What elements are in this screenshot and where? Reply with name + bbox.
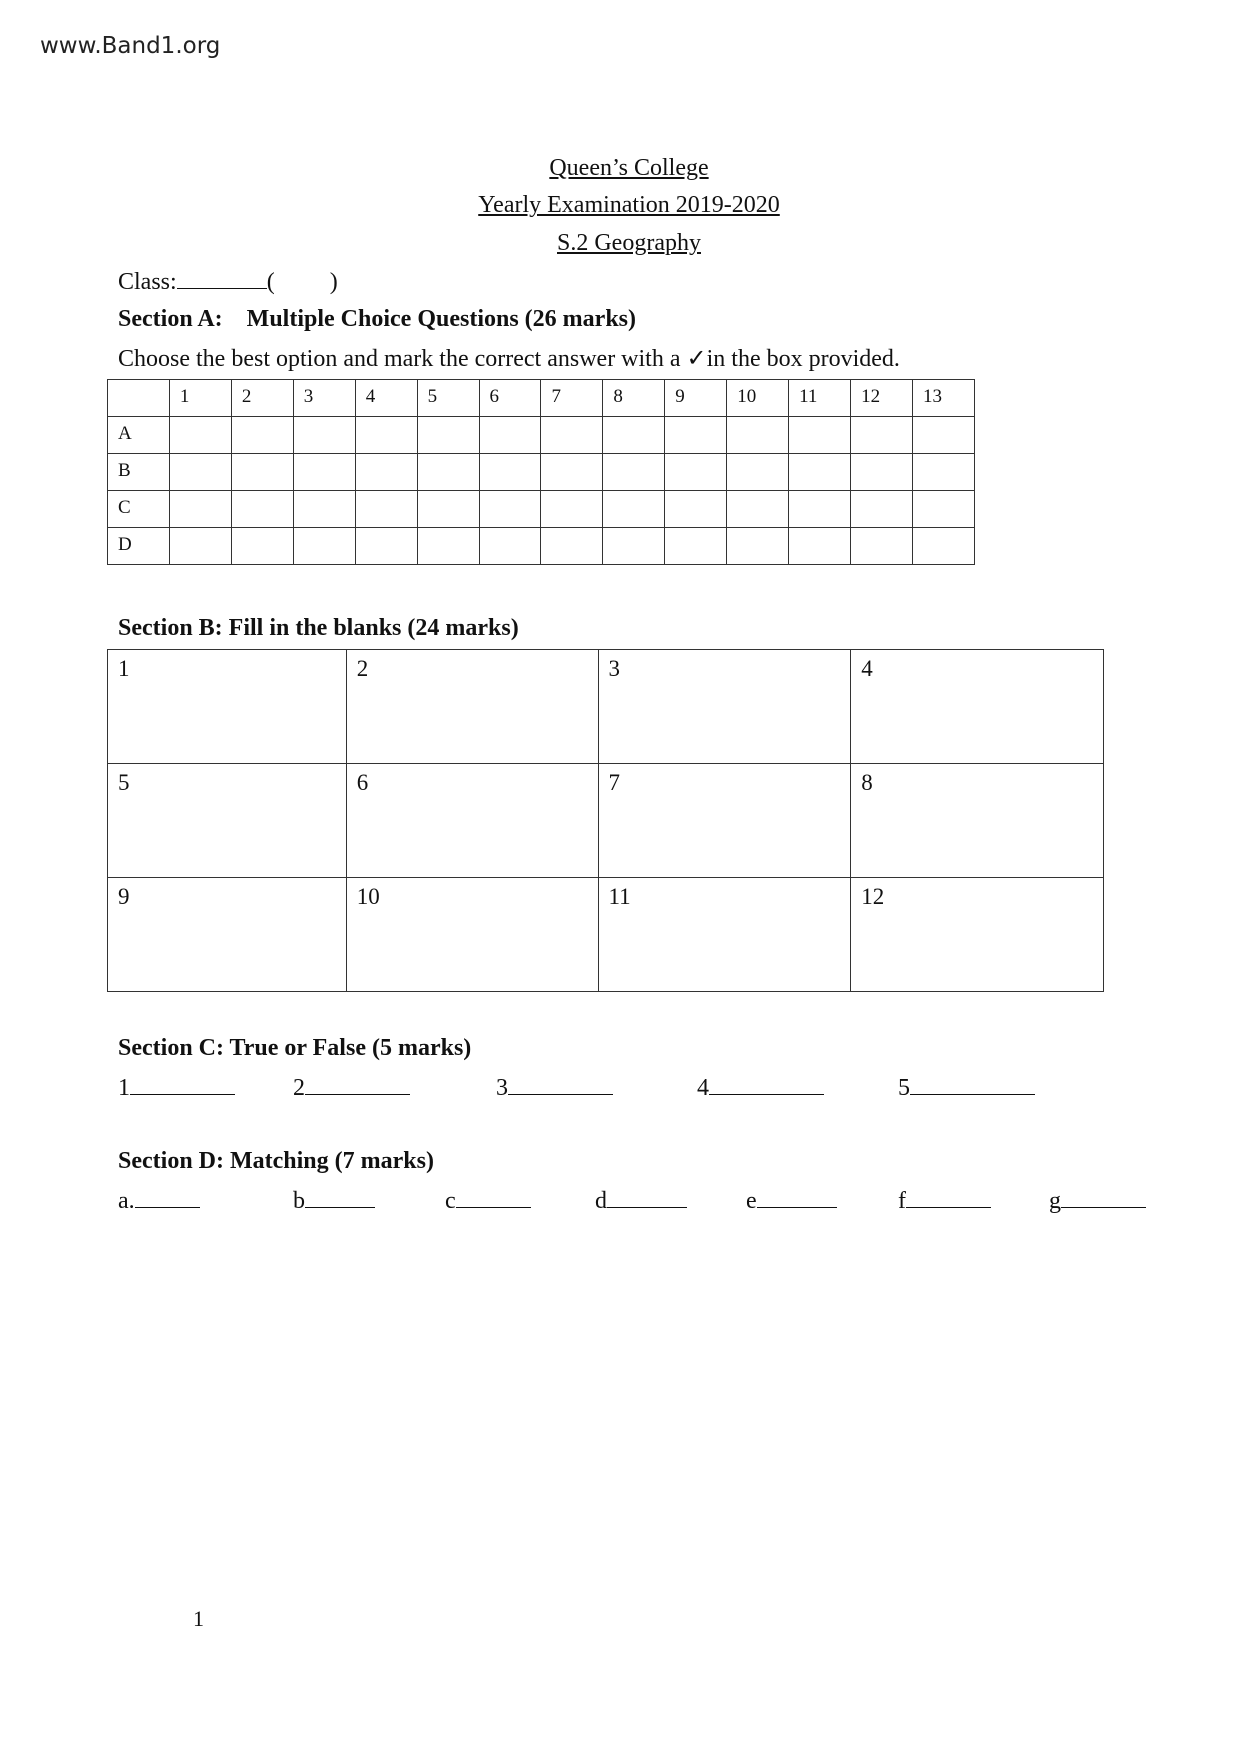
matching-answer: [293, 1187, 375, 1215]
tf-blank[interactable]: [910, 1074, 1035, 1095]
answer-box[interactable]: [665, 491, 727, 528]
question-number: 3: [293, 380, 355, 417]
blank-answer-cell[interactable]: [108, 878, 347, 992]
matching-letter: g: [1049, 1188, 1061, 1214]
answer-box[interactable]: [665, 528, 727, 565]
blank-number: 8: [861, 770, 873, 795]
answer-box[interactable]: [789, 528, 851, 565]
answer-box[interactable]: [912, 417, 974, 454]
answer-box[interactable]: [789, 417, 851, 454]
class-line: [118, 268, 338, 296]
answer-box[interactable]: [603, 417, 665, 454]
matching-blank[interactable]: [757, 1187, 837, 1208]
blank-answer-cell[interactable]: [346, 878, 598, 992]
answer-box[interactable]: [912, 528, 974, 565]
answer-box[interactable]: [851, 491, 913, 528]
tf-blank[interactable]: [508, 1074, 613, 1095]
matching-blank[interactable]: [607, 1187, 687, 1208]
matching-letter: a.: [118, 1188, 135, 1214]
option-label: C: [108, 491, 170, 528]
question-number: 7: [541, 380, 603, 417]
answer-box[interactable]: [727, 454, 789, 491]
blank-answer-cell[interactable]: [851, 650, 1104, 764]
blank-answer-cell[interactable]: [851, 764, 1104, 878]
question-number: 4: [355, 380, 417, 417]
answer-box[interactable]: [169, 417, 231, 454]
section-d-title: Section D: Matching (7 marks): [118, 1148, 434, 1174]
option-row: [108, 491, 975, 528]
blank-row: [108, 878, 1104, 992]
question-number: 10: [727, 380, 789, 417]
matching-answer: [118, 1187, 200, 1215]
matching-letter: d: [595, 1188, 607, 1214]
answer-box[interactable]: [789, 454, 851, 491]
answer-box[interactable]: [169, 528, 231, 565]
matching-letter: c: [445, 1188, 456, 1214]
blank-number: 10: [356, 884, 380, 909]
answer-box[interactable]: [665, 454, 727, 491]
corner-cell: [108, 380, 170, 417]
answer-box[interactable]: [417, 491, 479, 528]
answer-box[interactable]: [355, 454, 417, 491]
blank-number: 1: [118, 656, 130, 681]
matching-blank[interactable]: [906, 1187, 991, 1208]
answer-box[interactable]: [479, 417, 541, 454]
tf-answer: [293, 1074, 410, 1102]
class-blank[interactable]: [177, 268, 267, 289]
question-number: 6: [479, 380, 541, 417]
tf-number: 4: [697, 1075, 709, 1101]
blank-number: 4: [861, 656, 873, 681]
blank-number: 7: [608, 770, 620, 795]
question-number: 5: [417, 380, 479, 417]
answer-box[interactable]: [293, 417, 355, 454]
answer-box[interactable]: [417, 528, 479, 565]
option-row: [108, 417, 975, 454]
answer-box[interactable]: [912, 491, 974, 528]
answer-box[interactable]: [479, 528, 541, 565]
mc-header-row: [108, 380, 975, 417]
answer-box[interactable]: [355, 528, 417, 565]
answer-box[interactable]: [231, 528, 293, 565]
answer-box[interactable]: [479, 454, 541, 491]
answer-box[interactable]: [231, 491, 293, 528]
checkmark-icon: ✓: [686, 346, 707, 372]
subject-title: S.2 Geography: [557, 230, 701, 256]
blank-number: 2: [356, 656, 369, 681]
answer-box[interactable]: [293, 528, 355, 565]
blank-answer-cell[interactable]: [108, 764, 347, 878]
question-number: 12: [851, 380, 913, 417]
question-number: 8: [603, 380, 665, 417]
page-number: 1: [193, 1606, 204, 1631]
mc-answer-grid: [107, 379, 975, 565]
blank-answer-cell[interactable]: [598, 878, 851, 992]
blank-answer-cell[interactable]: [346, 650, 598, 764]
answer-box[interactable]: [355, 417, 417, 454]
blank-number: 6: [356, 770, 369, 795]
exam-title: Yearly Examination 2019-2020: [478, 192, 780, 218]
matching-answer: [746, 1187, 837, 1215]
tf-number: 2: [293, 1075, 305, 1101]
answer-box[interactable]: [355, 491, 417, 528]
answer-box[interactable]: [851, 417, 913, 454]
question-number: 9: [665, 380, 727, 417]
question-number: 2: [231, 380, 293, 417]
class-number-close: ): [329, 269, 338, 295]
answer-box[interactable]: [541, 491, 603, 528]
answer-box[interactable]: [479, 491, 541, 528]
tf-answer: [898, 1074, 1035, 1102]
blank-answer-cell[interactable]: [851, 878, 1104, 992]
tf-blank[interactable]: [130, 1074, 235, 1095]
matching-answer: [445, 1187, 531, 1215]
answer-box[interactable]: [541, 528, 603, 565]
tf-blank[interactable]: [305, 1074, 410, 1095]
question-number: 11: [789, 380, 851, 417]
answer-box[interactable]: [665, 417, 727, 454]
answer-box[interactable]: [912, 454, 974, 491]
matching-blank[interactable]: [456, 1187, 531, 1208]
blank-number: 9: [118, 884, 130, 909]
answer-box[interactable]: [727, 417, 789, 454]
matching-blank[interactable]: [1061, 1187, 1146, 1208]
question-number: 1: [169, 380, 231, 417]
matching-blank[interactable]: [305, 1187, 375, 1208]
section-a-instruction: [118, 344, 900, 373]
answer-box[interactable]: [417, 417, 479, 454]
answer-box[interactable]: [727, 491, 789, 528]
blank-number: 12: [861, 884, 885, 909]
answer-box[interactable]: [169, 491, 231, 528]
blank-number: 5: [118, 770, 130, 795]
option-label: B: [108, 454, 170, 491]
question-number: 13: [912, 380, 974, 417]
answer-box[interactable]: [789, 491, 851, 528]
answer-box[interactable]: [231, 454, 293, 491]
blank-answer-cell[interactable]: [346, 764, 598, 878]
tf-answer: [496, 1074, 613, 1102]
answer-box[interactable]: [851, 528, 913, 565]
section-c-title: Section C: True or False (5 marks): [118, 1035, 472, 1061]
matching-letter: f: [898, 1188, 906, 1214]
option-label: A: [108, 417, 170, 454]
matching-blank[interactable]: [135, 1187, 200, 1208]
matching-answer: [595, 1187, 687, 1215]
answer-box[interactable]: [541, 454, 603, 491]
option-label: D: [108, 528, 170, 565]
answer-box[interactable]: [603, 491, 665, 528]
answer-box[interactable]: [727, 528, 789, 565]
answer-box[interactable]: [603, 528, 665, 565]
answer-box[interactable]: [293, 491, 355, 528]
tf-number: 3: [496, 1075, 508, 1101]
instruction-text-end: in the box provided.: [706, 346, 900, 372]
answer-box[interactable]: [417, 454, 479, 491]
instruction-text: Choose the best option and mark the correct answer with a: [118, 346, 681, 372]
class-label: Class:: [118, 269, 177, 295]
school-name: Queen’s College: [549, 155, 709, 181]
matching-letter: e: [746, 1188, 757, 1214]
matching-answer: [1049, 1187, 1146, 1215]
blank-number: 11: [608, 884, 631, 909]
tf-blank[interactable]: [709, 1074, 824, 1095]
fill-blanks-grid: [107, 649, 1104, 992]
matching-answer: [898, 1187, 991, 1215]
answer-box[interactable]: [293, 454, 355, 491]
blank-row: [108, 764, 1104, 878]
tf-number: 5: [898, 1075, 910, 1101]
class-number-open: (: [266, 269, 275, 295]
answer-box[interactable]: [169, 454, 231, 491]
section-a-title: Section A:: [118, 306, 223, 332]
blank-answer-cell[interactable]: [598, 764, 851, 878]
answer-box[interactable]: [231, 417, 293, 454]
answer-box[interactable]: [603, 454, 665, 491]
section-a-heading: [118, 306, 636, 333]
answer-box[interactable]: [851, 454, 913, 491]
answer-box[interactable]: [541, 417, 603, 454]
section-b-title: Section B: Fill in the blanks (24 marks): [118, 615, 519, 641]
matching-letter: b: [293, 1188, 305, 1214]
option-row: [108, 528, 975, 565]
section-a-subtitle: Multiple Choice Questions (26 marks): [246, 306, 636, 332]
blank-number: 3: [608, 656, 620, 681]
option-row: [108, 454, 975, 491]
tf-number: 1: [118, 1075, 130, 1101]
blank-answer-cell[interactable]: [598, 650, 851, 764]
tf-answer: [697, 1074, 824, 1102]
blank-row: [108, 650, 1104, 764]
blank-answer-cell[interactable]: [108, 650, 347, 764]
tf-answer: [118, 1074, 235, 1102]
watermark: www.Band1.org: [40, 33, 221, 59]
